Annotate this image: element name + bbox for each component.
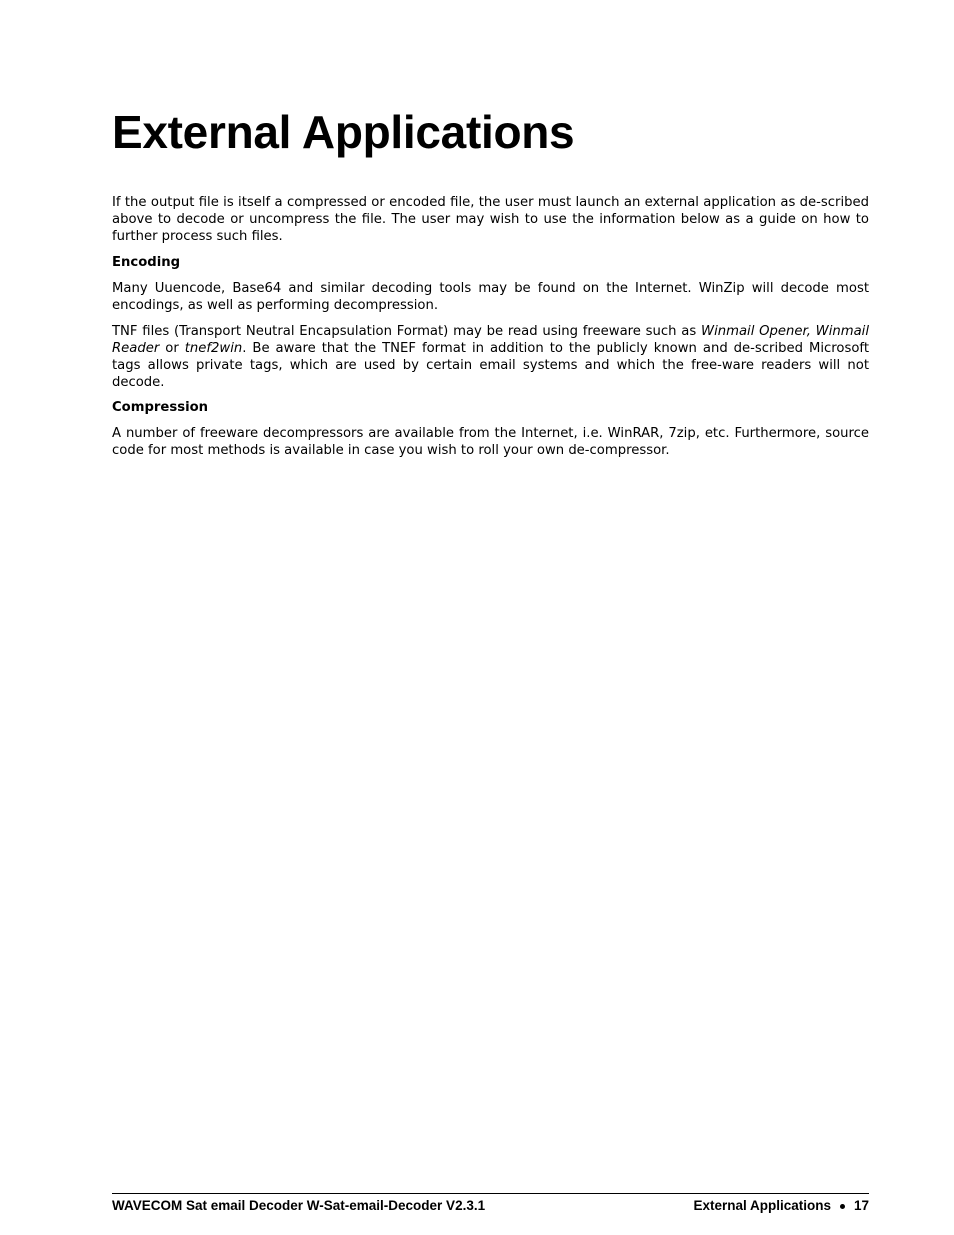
footer-section-name: External Applications [693,1198,831,1213]
encoding-paragraph-2-text-c: . Be aware that the TNEF format in addition to the publicly known and de-scribed Microsoft tags allows private tags, which are used by certain email systems and which the free-ware readers will not decode. [112,341,869,390]
encoding-paragraph-1: Many Uuencode, Base64 and similar decoding tools may be found on the Internet. WinZip will decode most encodings, as well as performing decompression. [112,281,869,313]
software-name-tnef2win: tnef2win [184,341,243,356]
page-title: External Applications [112,106,575,158]
software-name-winmail: Winmail Opener, Winmail Reader [112,324,869,356]
footer-page-info [693,1198,869,1214]
section-heading-encoding: Encoding [112,255,181,270]
document-body [112,194,869,468]
footer-document-name: WAVECOM Sat email Decoder W-Sat-email-Decoder V2.3.1 [112,1198,486,1213]
footer-page-number: 17 [853,1198,869,1213]
compression-paragraph-1: A number of freeware decompressors are available from the Internet, i.e. WinRAR, 7zip, etc. Furthermore, source code for most methods is available in case you wish to roll your own de-compressor. [112,426,869,458]
encoding-paragraph-2-text-b: or [159,341,185,356]
page-footer [112,1193,869,1214]
encoding-paragraph-2-text-a: TNF files (Transport Neutral Encapsulation Format) may be read using freeware such as [112,324,702,339]
section-heading-compression: Compression [112,400,209,415]
intro-paragraph: If the output file is itself a compressed or encoded file, the user must launch an external application as de-scribed above to decode or uncompress the file. The user may wish to use the information below as a guide on how to further process such files. [112,195,869,244]
encoding-paragraph-2 [112,323,869,391]
bullet-icon [840,1204,845,1209]
